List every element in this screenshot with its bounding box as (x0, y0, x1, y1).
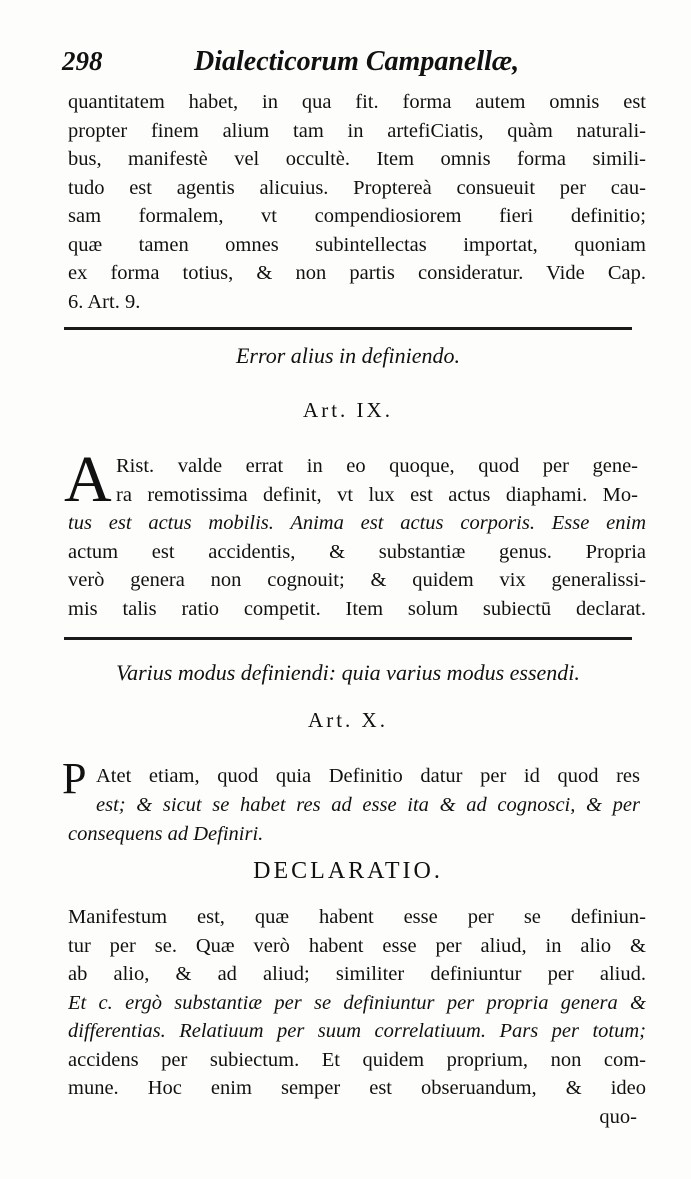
text-line: quantitatem habet, in qua fit. forma autem omnis est (68, 91, 646, 113)
paragraph-art-ix-head (116, 452, 638, 509)
text-line: tudo est agentis alicuius. Proptereà consueuit per cau- (68, 176, 646, 199)
text-line: differentias. Relatiuum per suum correlatiuum. Pars per totum; (68, 1020, 646, 1042)
paragraph-art-x (96, 791, 640, 820)
article-number: Art. IX. (303, 398, 393, 422)
paragraph-art-x-end (68, 820, 646, 849)
text-line: quæ tamen omnes subintellectas importat, quoniam (68, 233, 646, 256)
text-line: mune. Hoc enim semper est obseruandum, & ideo (68, 1077, 646, 1099)
text-line: Rist. valde errat in eo quoque, quod per gene- (116, 455, 638, 477)
catchword: quo- (599, 1106, 637, 1128)
text-line: ab alio, & ad aliud; similiter definiuntur per aliud. (68, 963, 646, 985)
section-divider (64, 327, 632, 330)
paragraph-art-ix (68, 509, 646, 623)
text-line: propter finem alium tam in artefiCiatis, quàm naturali- (68, 119, 646, 142)
section-divider (64, 637, 632, 640)
text-line: Manifestum est, quæ habent esse per se definiun- (68, 906, 646, 928)
paragraph-continued (68, 88, 646, 316)
paragraph-art-x-head (96, 762, 640, 791)
text-line: est; & sicut se habet res ad esse ita & ad cognosci, & per (96, 794, 640, 816)
text-line: consequens ad Definiri. (68, 823, 264, 845)
running-header (62, 46, 622, 86)
text-line: accidens per subiectum. Et quidem proprium, non com- (68, 1048, 646, 1071)
declaratio-heading: DECLARATIO. (253, 858, 443, 884)
text-line: 6. Art. 9. (68, 290, 141, 313)
drop-capital: A (64, 443, 112, 516)
section-title: Error alius in definiendo. (235, 343, 461, 368)
text-line: sam formalem, vt compendiosiorem fieri definitio; (68, 205, 646, 227)
text-line: actum est accidentis, & substantiæ genus. Propria (68, 540, 646, 563)
page-number: 298 (62, 46, 103, 76)
text-line: tus est actus mobilis. Anima est actus corporis. Esse enim (68, 512, 646, 534)
paragraph-declaratio (68, 903, 646, 1103)
drop-capital: P (62, 754, 87, 803)
running-title: Dialecticorum Campanellæ, (194, 46, 520, 77)
text-line: mis talis ratio competit. Item solum subiectū declarat. (68, 597, 646, 620)
text-line: Atet etiam, quod quia Definitio datur per id quod res (96, 765, 640, 787)
text-line: ra remotissima definit, vt lux est actus diaphami. Mo- (116, 483, 638, 506)
text-line: bus, manifestè vel occultè. Item omnis forma simili- (68, 148, 646, 170)
text-line: ex forma totius, & non partis consideratur. Vide Cap. (68, 262, 646, 284)
text-line: tur per se. Quæ verò habent esse per aliud, in alio & (68, 934, 646, 957)
text-line: Et c. ergò substantiæ per se definiuntur per propria genera & (68, 991, 646, 1014)
article-number: Art. X. (308, 708, 388, 732)
section-title: Varius modus definiendi: quia varius modus essendi. (116, 660, 580, 685)
text-line: verò genera non cognouit; & quidem vix generalissi- (68, 569, 646, 591)
